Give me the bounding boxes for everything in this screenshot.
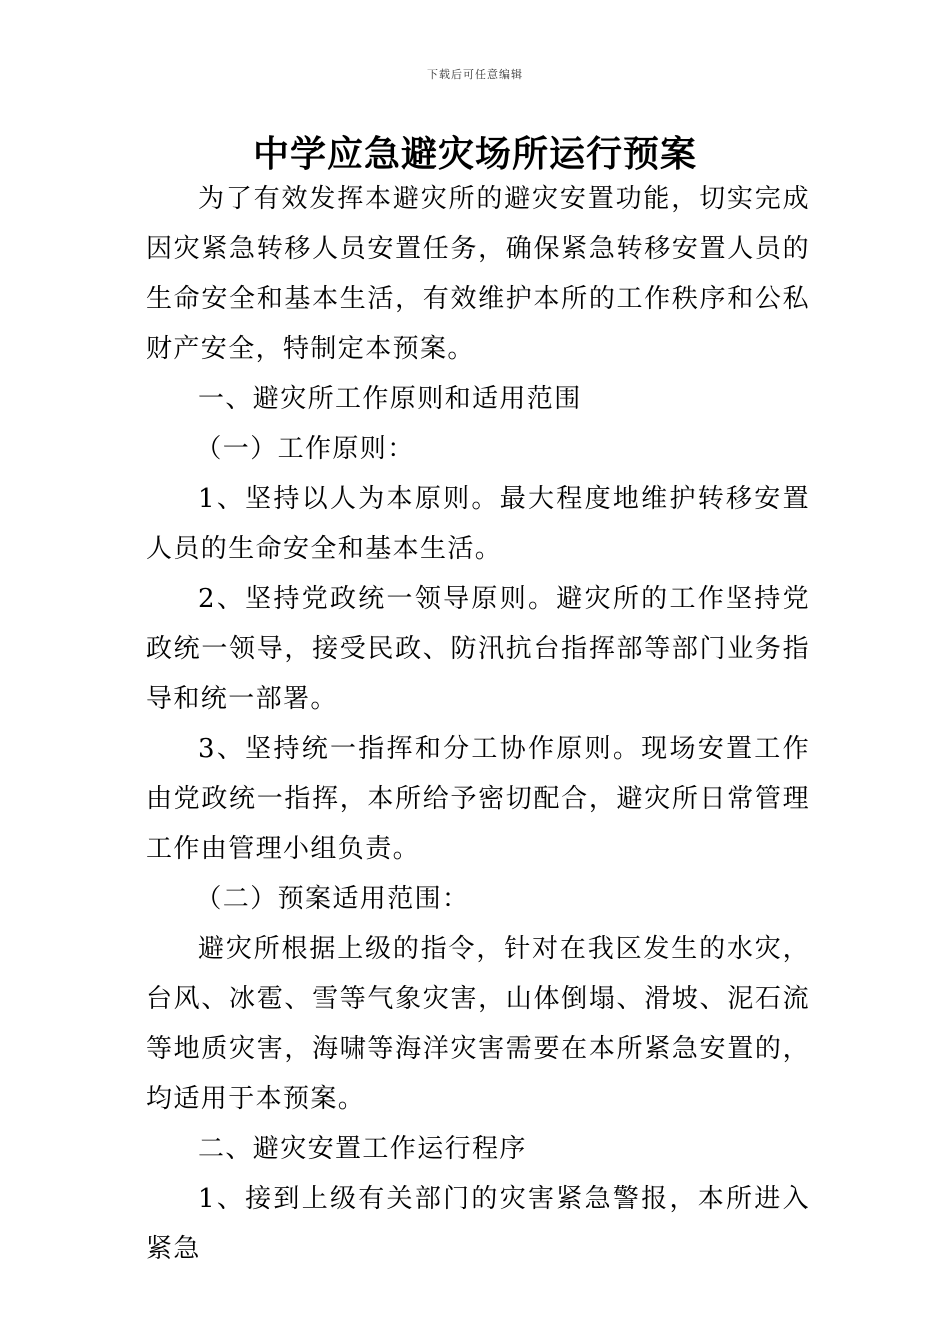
section-heading-1: 一、避灾所工作原则和适用范围 (198, 384, 582, 414)
subsection-heading-scope: （二）预案适用范围： (195, 884, 470, 914)
section-heading-2: 二、避灾安置工作运行程序 (198, 1134, 527, 1164)
paragraph-intro: 为了有效发挥本避灾所的避灾安置功能，切实完成因灾紧急转移人员安置任务，确保紧急转移安置人员的生命安全和基本生活，有效维护本所的工作秩序和公私财产安全，特制定本预案。 (146, 184, 810, 364)
paragraph-scope: 避灾所根据上级的指令，针对在我区发生的水灾，台风、冰雹、雪等气象灾害，山体倒塌、滑坡、泥石流等地质灾害，海啸等海洋灾害需要在本所紧急安置的，均适用于本预案。 (146, 934, 810, 1114)
principle-item-3: 3、坚持统一指挥和分工协作原则。现场安置工作由党政统一指挥，本所给予密切配合，避灾所日常管理工作由管理小组负责。 (146, 734, 810, 864)
principle-item-1: 1、坚持以人为本原则。最大程度地维护转移安置人员的生命安全和基本生活。 (146, 484, 810, 564)
document-body (146, 174, 810, 1274)
principle-item-2: 2、坚持党政统一领导原则。避灾所的工作坚持党政统一领导，接受民政、防汛抗台指挥部等部门业务指导和统一部署。 (146, 584, 810, 714)
header-note: 下载后可任意编辑 (427, 68, 523, 81)
subsection-heading-principles: （一）工作原则： (195, 434, 415, 464)
document-title: 中学应急避灾场所运行预案 (252, 134, 697, 175)
procedure-item-1: 1、接到上级有关部门的灾害紧急警报，本所进入紧急 (146, 1184, 810, 1264)
